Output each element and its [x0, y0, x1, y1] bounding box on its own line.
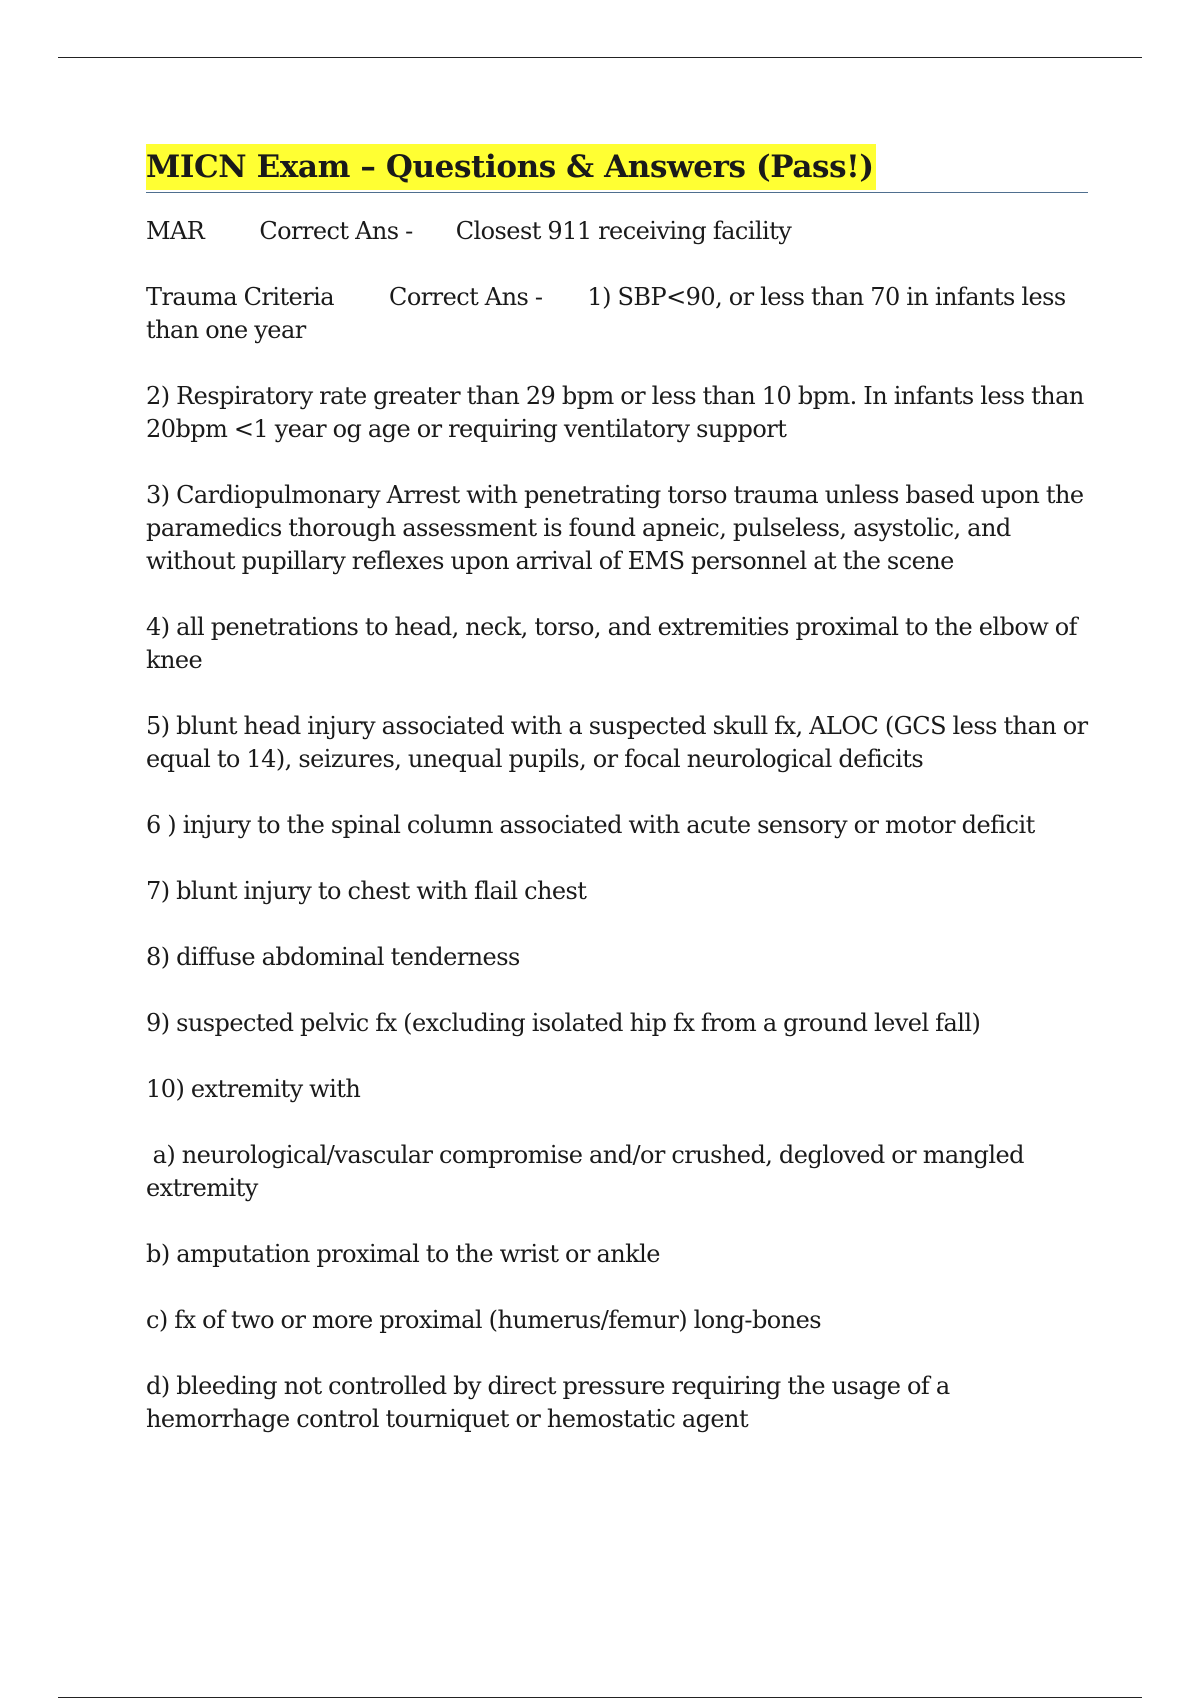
criteria-subitem-a: a) neurological/vascular compromise and/or crushed, degloved or mangled extremity [146, 1141, 1031, 1202]
qa-answer: 1) SBP<90, or less than 70 in infants less than one year [146, 283, 1066, 344]
document-body [146, 144, 1088, 1469]
criteria-subitem-b: b) amputation proximal to the wrist or ankle [146, 1240, 660, 1268]
criteria-item-9: 9) suspected pelvic fx (excluding isolated hip fx from a ground level fall) [146, 1009, 981, 1037]
qa-item-mar [146, 215, 1088, 248]
criteria-item-2: 2) Respiratory rate greater than 29 bpm or less than 10 bpm. In infants less than 20bpm <1 year og age or requiring ventilatory support [146, 382, 1084, 443]
qa-label: Correct Ans - [389, 283, 543, 311]
criteria-item-4: 4) all penetrations to head, neck, torso, and extremities proximal to the elbow of knee [146, 613, 1078, 674]
document-title: MICN Exam – Questions & Answers (Pass!) [146, 144, 876, 190]
qa-item-trauma-criteria [146, 281, 1088, 347]
criteria-item-3: 3) Cardiopulmonary Arrest with penetrating torso trauma unless based upon the paramedics thorough assessment is found apneic, pulseless, asystolic, and without pupillary reflexes upon arrival of EMS personnel at the scene [146, 481, 1084, 575]
qa-answer: Closest 911 receiving facility [455, 217, 792, 245]
criteria-item-6: 6 ) injury to the spinal column associated with acute sensory or motor deficit [146, 811, 1035, 839]
qa-term: MAR [146, 217, 205, 245]
criteria-item-8: 8) diffuse abdominal tenderness [146, 943, 520, 971]
criteria-item-7: 7) blunt injury to chest with flail chest [146, 877, 587, 905]
criteria-item-10: 10) extremity with [146, 1075, 361, 1103]
qa-label: Correct Ans - [259, 217, 413, 245]
criteria-subitem-d: d) bleeding not controlled by direct pressure requiring the usage of a hemorrhage control tourniquet or hemostatic agent [146, 1372, 950, 1433]
page-bottom-rule [58, 1697, 1142, 1698]
criteria-item-5: 5) blunt head injury associated with a suspected skull fx, ALOC (GCS less than or equal to 14), seizures, unequal pupils, or focal neurological deficits [146, 712, 1088, 773]
title-block [146, 144, 1088, 193]
qa-term: Trauma Criteria [146, 283, 335, 311]
criteria-subitem-c: c) fx of two or more proximal (humerus/femur) long-bones [146, 1306, 822, 1334]
page-top-rule [58, 57, 1142, 58]
